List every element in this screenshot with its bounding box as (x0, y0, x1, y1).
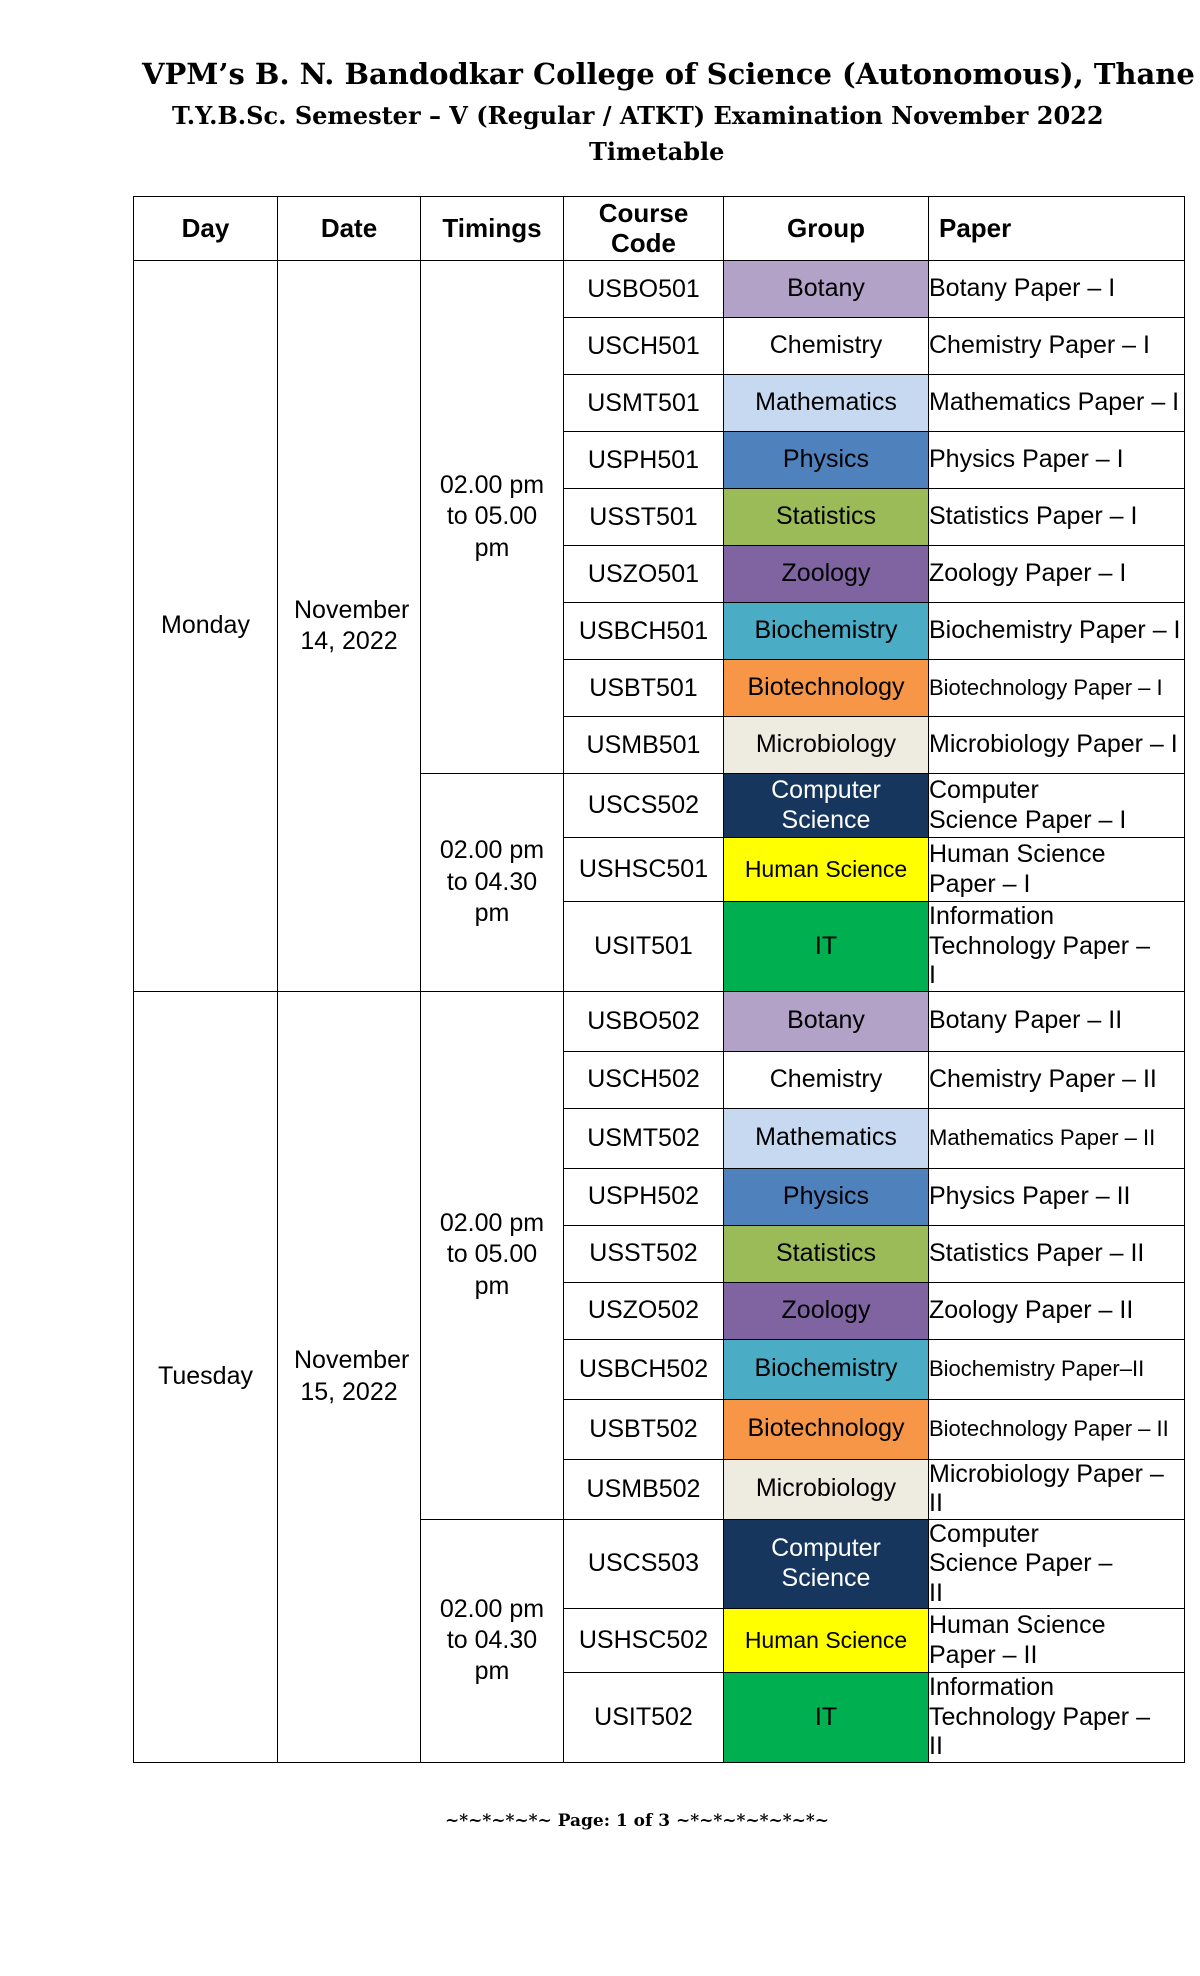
timetable-body (134, 261, 1185, 1763)
paper-cell (929, 991, 1185, 1051)
exam-timetable (133, 196, 1185, 1763)
course-code-cell: USHSC502 (564, 1609, 724, 1673)
paper-cell (929, 1609, 1185, 1673)
paper-cell (929, 1282, 1185, 1339)
group-text: Physics (782, 445, 870, 474)
course-code-cell: USMT502 (564, 1108, 724, 1168)
paper-text: Botany Paper – I (929, 274, 1116, 303)
group-text: Biotechnology (747, 1414, 905, 1443)
course-code-cell: USIT502 (564, 1673, 724, 1763)
timing-cell (421, 1519, 564, 1762)
paper-cell (929, 1399, 1185, 1459)
group-text: IT (814, 1702, 838, 1731)
paper-text: Physics Paper – I (929, 445, 1124, 474)
paper-text: Chemistry Paper – II (929, 1064, 1157, 1093)
course-code-cell: USMB501 (564, 717, 724, 774)
paper-header: Paper (929, 197, 1185, 261)
timing-text: 02.00 pm to 05.00 pm (439, 1209, 545, 1300)
course-code-cell: USBT502 (564, 1399, 724, 1459)
paper-cell (929, 1225, 1185, 1282)
paper-cell (929, 1051, 1185, 1108)
paper-cell (929, 660, 1185, 717)
paper-cell (929, 902, 1185, 992)
document-title: Timetable (589, 137, 725, 166)
date-cell (278, 261, 421, 992)
paper-cell (929, 838, 1185, 902)
exam-title: T.Y.B.Sc. Semester – V (Regular / ATKT) Examination November 2022 (172, 101, 1104, 130)
group-cell (724, 774, 929, 838)
group-cell (724, 1108, 929, 1168)
paper-cell (929, 546, 1185, 603)
group-header: Group (724, 197, 929, 261)
group-cell (724, 261, 929, 318)
header-row (134, 197, 1185, 261)
paper-text: Chemistry Paper – I (929, 331, 1150, 360)
paper-text: Statistics Paper – II (929, 1238, 1145, 1267)
group-cell (724, 489, 929, 546)
group-text: Zoology (781, 1295, 871, 1324)
paper-text: Computer Science Paper – I (929, 776, 1127, 834)
paper-text: Mathematics Paper – I (929, 388, 1180, 417)
paper-text: Biotechnology Paper – II (929, 1416, 1169, 1442)
paper-text: Physics Paper – II (929, 1181, 1131, 1210)
group-text: Statistics (775, 502, 877, 531)
group-cell (724, 546, 929, 603)
group-cell (724, 318, 929, 375)
group-text: Botany (787, 1006, 865, 1035)
timing-text: 02.00 pm to 04.30 pm (439, 1594, 545, 1686)
paper-text: Microbiology Paper – II (929, 1459, 1164, 1517)
page-footer: ~*~*~*~*~ Page: 1 of 3 ~*~*~*~*~*~*~ (445, 1811, 830, 1831)
paper-cell (929, 318, 1185, 375)
paper-text: Statistics Paper – I (929, 502, 1138, 531)
group-cell (724, 660, 929, 717)
paper-text: Human Science Paper – I (929, 840, 1106, 898)
paper-cell (929, 717, 1185, 774)
timing-cell (421, 991, 564, 1519)
group-cell (724, 1051, 929, 1108)
group-text: Human Science (744, 1626, 908, 1653)
course-code-cell: USHSC501 (564, 838, 724, 902)
paper-text: Zoology Paper – I (929, 559, 1127, 588)
group-cell (724, 1459, 929, 1519)
group-text: Chemistry (769, 331, 883, 360)
paper-cell (929, 375, 1185, 432)
paper-cell (929, 1168, 1185, 1225)
paper-text: Biotechnology Paper – I (929, 675, 1163, 701)
paper-text: Information Technology Paper – II (929, 1673, 1150, 1760)
group-text: Zoology (781, 559, 871, 588)
paper-cell (929, 432, 1185, 489)
course-code-cell: USCH501 (564, 318, 724, 375)
course-code-cell: USZO501 (564, 546, 724, 603)
group-cell (724, 1282, 929, 1339)
table-row (134, 991, 1185, 1051)
paper-cell (929, 1108, 1185, 1168)
paper-text: Microbiology Paper – I (929, 730, 1178, 759)
group-text: Computer Science (771, 1534, 881, 1592)
day-cell: Tuesday (134, 991, 278, 1762)
table-row (134, 261, 1185, 318)
group-cell (724, 1609, 929, 1673)
group-text: Chemistry (769, 1064, 883, 1093)
group-text: Human Science (744, 855, 908, 882)
group-cell (724, 717, 929, 774)
group-text: Mathematics (755, 388, 897, 417)
course-code-cell: USBT501 (564, 660, 724, 717)
paper-cell (929, 774, 1185, 838)
course-code-cell: USBCH502 (564, 1339, 724, 1399)
group-text: Computer Science (771, 776, 881, 834)
timings-header: Timings (421, 197, 564, 261)
paper-cell (929, 1339, 1185, 1399)
course-code-cell: USST501 (564, 489, 724, 546)
day-header: Day (134, 197, 278, 261)
date-cell (278, 991, 421, 1762)
paper-cell (929, 1459, 1185, 1519)
paper-cell (929, 1519, 1185, 1609)
course-code-cell: USBCH501 (564, 603, 724, 660)
course-code-cell: USCS502 (564, 774, 724, 838)
group-cell (724, 432, 929, 489)
day-cell: Monday (134, 261, 278, 992)
group-cell (724, 902, 929, 992)
group-cell (724, 838, 929, 902)
group-cell (724, 1399, 929, 1459)
group-cell (724, 1225, 929, 1282)
timing-text: 02.00 pm to 04.30 pm (439, 836, 545, 927)
group-text: IT (814, 931, 838, 960)
group-cell (724, 603, 929, 660)
course-code-cell: USZO502 (564, 1282, 724, 1339)
group-cell (724, 1168, 929, 1225)
course-code-cell: USST502 (564, 1225, 724, 1282)
timing-text: 02.00 pm to 05.00 pm (439, 471, 545, 562)
course-code-cell: USMT501 (564, 375, 724, 432)
course-code-cell: USMB502 (564, 1459, 724, 1519)
timing-cell (421, 774, 564, 992)
group-text: Biochemistry (754, 616, 898, 645)
group-text: Mathematics (755, 1123, 897, 1152)
group-text: Physics (782, 1181, 870, 1210)
course-code-cell: USCS503 (564, 1519, 724, 1609)
paper-cell (929, 261, 1185, 318)
group-cell (724, 1673, 929, 1763)
course-code-cell: USIT501 (564, 902, 724, 992)
college-name: VPM’s B. N. Bandodkar College of Science (Autonomous), Thane (142, 57, 1195, 91)
paper-text: Mathematics Paper – II (929, 1125, 1156, 1151)
course-code-cell: USPH502 (564, 1168, 724, 1225)
paper-text: Computer Science Paper – II (929, 1519, 1113, 1607)
paper-cell (929, 1673, 1185, 1763)
group-text: Microbiology (755, 730, 897, 759)
paper-text: Biochemistry Paper–II (929, 1356, 1145, 1382)
course-code-header: Course Code (564, 197, 724, 261)
group-text: Botany (787, 274, 865, 303)
group-text: Microbiology (755, 1474, 897, 1503)
paper-text: Biochemistry Paper – I (929, 616, 1181, 645)
paper-cell (929, 603, 1185, 660)
course-code-cell: USBO502 (564, 991, 724, 1051)
course-code-cell: USBO501 (564, 261, 724, 318)
group-cell (724, 1519, 929, 1609)
group-cell (724, 991, 929, 1051)
group-cell (724, 375, 929, 432)
paper-text: Human Science Paper – II (929, 1611, 1106, 1669)
date-text: November 14, 2022 (294, 595, 410, 655)
course-code-cell: USCH502 (564, 1051, 724, 1108)
group-text: Biotechnology (747, 673, 905, 702)
group-text: Biochemistry (754, 1354, 898, 1383)
paper-text: Information Technology Paper – I (929, 902, 1150, 989)
group-text: Statistics (775, 1238, 877, 1267)
course-code-cell: USPH501 (564, 432, 724, 489)
group-cell (724, 1339, 929, 1399)
paper-text: Zoology Paper – II (929, 1295, 1134, 1324)
paper-text: Botany Paper – II (929, 1006, 1123, 1035)
date-header: Date (278, 197, 421, 261)
paper-cell (929, 489, 1185, 546)
timing-cell (421, 261, 564, 774)
date-text: November 15, 2022 (294, 1346, 410, 1406)
